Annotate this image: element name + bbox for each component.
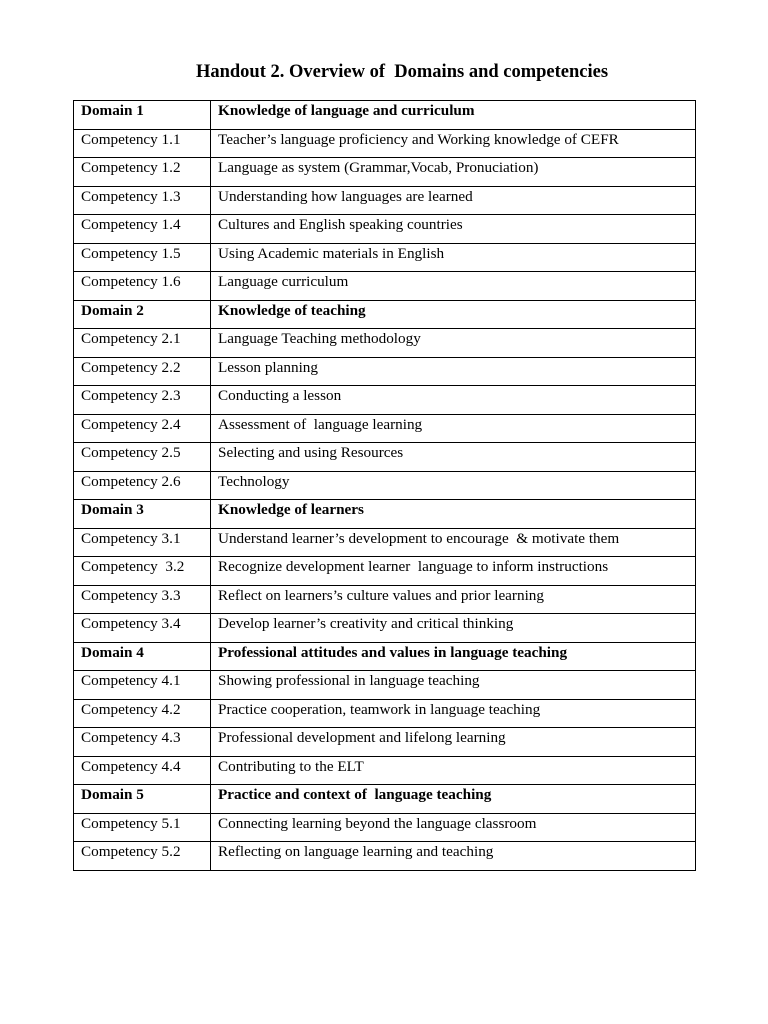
competency-description: Using Academic materials in English xyxy=(211,243,696,272)
competency-row xyxy=(74,129,696,158)
competency-description: Language as system (Grammar,Vocab, Pronuciation) xyxy=(211,158,696,187)
competency-description: Technology xyxy=(211,471,696,500)
competency-description: Recognize development learner language to inform instructions xyxy=(211,557,696,586)
competency-description: Connecting learning beyond the language classroom xyxy=(211,813,696,842)
domain-label: Domain 3 xyxy=(74,500,211,529)
domain-label: Domain 5 xyxy=(74,785,211,814)
domain-title: Practice and context of language teaching xyxy=(211,785,696,814)
competency-label: Competency 3.1 xyxy=(74,528,211,557)
domain-row xyxy=(74,101,696,130)
competency-row xyxy=(74,671,696,700)
competency-row xyxy=(74,813,696,842)
competency-description: Cultures and English speaking countries xyxy=(211,215,696,244)
competency-description: Understanding how languages are learned xyxy=(211,186,696,215)
competency-row xyxy=(74,414,696,443)
competency-label: Competency 3.2 xyxy=(74,557,211,586)
domain-row xyxy=(74,500,696,529)
competency-row xyxy=(74,756,696,785)
competency-row xyxy=(74,728,696,757)
domain-title: Knowledge of language and curriculum xyxy=(211,101,696,130)
competency-label: Competency 2.1 xyxy=(74,329,211,358)
competency-row xyxy=(74,386,696,415)
page-title: Handout 2. Overview of Domains and competencies xyxy=(195,62,609,82)
competency-row xyxy=(74,614,696,643)
domain-row xyxy=(74,785,696,814)
competency-label: Competency 4.2 xyxy=(74,699,211,728)
domain-row xyxy=(74,300,696,329)
competency-label: Competency 5.1 xyxy=(74,813,211,842)
competency-row xyxy=(74,272,696,301)
competency-description: Teacher’s language proficiency and Working knowledge of CEFR xyxy=(211,129,696,158)
competency-row xyxy=(74,186,696,215)
competency-description: Language curriculum xyxy=(211,272,696,301)
domain-label: Domain 4 xyxy=(74,642,211,671)
competency-row xyxy=(74,443,696,472)
competency-row xyxy=(74,585,696,614)
competency-description: Understand learner’s development to encourage & motivate them xyxy=(211,528,696,557)
competency-label: Competency 5.2 xyxy=(74,842,211,871)
competency-description: Develop learner’s creativity and critical thinking xyxy=(211,614,696,643)
competency-row xyxy=(74,699,696,728)
competency-description: Selecting and using Resources xyxy=(211,443,696,472)
competency-label: Competency 1.4 xyxy=(74,215,211,244)
competency-description: Contributing to the ELT xyxy=(211,756,696,785)
competency-row xyxy=(74,243,696,272)
competency-label: Competency 1.1 xyxy=(74,129,211,158)
competency-row xyxy=(74,842,696,871)
competency-label: Competency 4.3 xyxy=(74,728,211,757)
competency-row xyxy=(74,158,696,187)
competency-label: Competency 1.3 xyxy=(74,186,211,215)
competency-label: Competency 2.5 xyxy=(74,443,211,472)
competency-label: Competency 1.2 xyxy=(74,158,211,187)
competency-label: Competency 4.4 xyxy=(74,756,211,785)
competency-description: Conducting a lesson xyxy=(211,386,696,415)
competency-description: Lesson planning xyxy=(211,357,696,386)
competency-label: Competency 1.5 xyxy=(74,243,211,272)
competency-row xyxy=(74,471,696,500)
competency-row xyxy=(74,357,696,386)
competency-label: Competency 2.6 xyxy=(74,471,211,500)
competency-label: Competency 3.4 xyxy=(74,614,211,643)
competency-row xyxy=(74,215,696,244)
competency-label: Competency 2.3 xyxy=(74,386,211,415)
domain-label: Domain 1 xyxy=(74,101,211,130)
domain-title: Knowledge of teaching xyxy=(211,300,696,329)
competency-label: Competency 4.1 xyxy=(74,671,211,700)
competency-row xyxy=(74,528,696,557)
competency-description: Language Teaching methodology xyxy=(211,329,696,358)
competency-row xyxy=(74,557,696,586)
competency-label: Competency 2.4 xyxy=(74,414,211,443)
domains-competencies-table xyxy=(73,100,696,871)
domain-title: Professional attitudes and values in language teaching xyxy=(211,642,696,671)
domain-title: Knowledge of learners xyxy=(211,500,696,529)
competency-label: Competency 3.3 xyxy=(74,585,211,614)
competency-description: Practice cooperation, teamwork in language teaching xyxy=(211,699,696,728)
competency-description: Professional development and lifelong learning xyxy=(211,728,696,757)
competency-label: Competency 1.6 xyxy=(74,272,211,301)
competency-description: Reflecting on language learning and teaching xyxy=(211,842,696,871)
competency-label: Competency 2.2 xyxy=(74,357,211,386)
domain-label: Domain 2 xyxy=(74,300,211,329)
competency-description: Showing professional in language teaching xyxy=(211,671,696,700)
table-body xyxy=(74,101,696,871)
competency-row xyxy=(74,329,696,358)
competency-description: Reflect on learners’s culture values and prior learning xyxy=(211,585,696,614)
domain-row xyxy=(74,642,696,671)
competency-description: Assessment of language learning xyxy=(211,414,696,443)
